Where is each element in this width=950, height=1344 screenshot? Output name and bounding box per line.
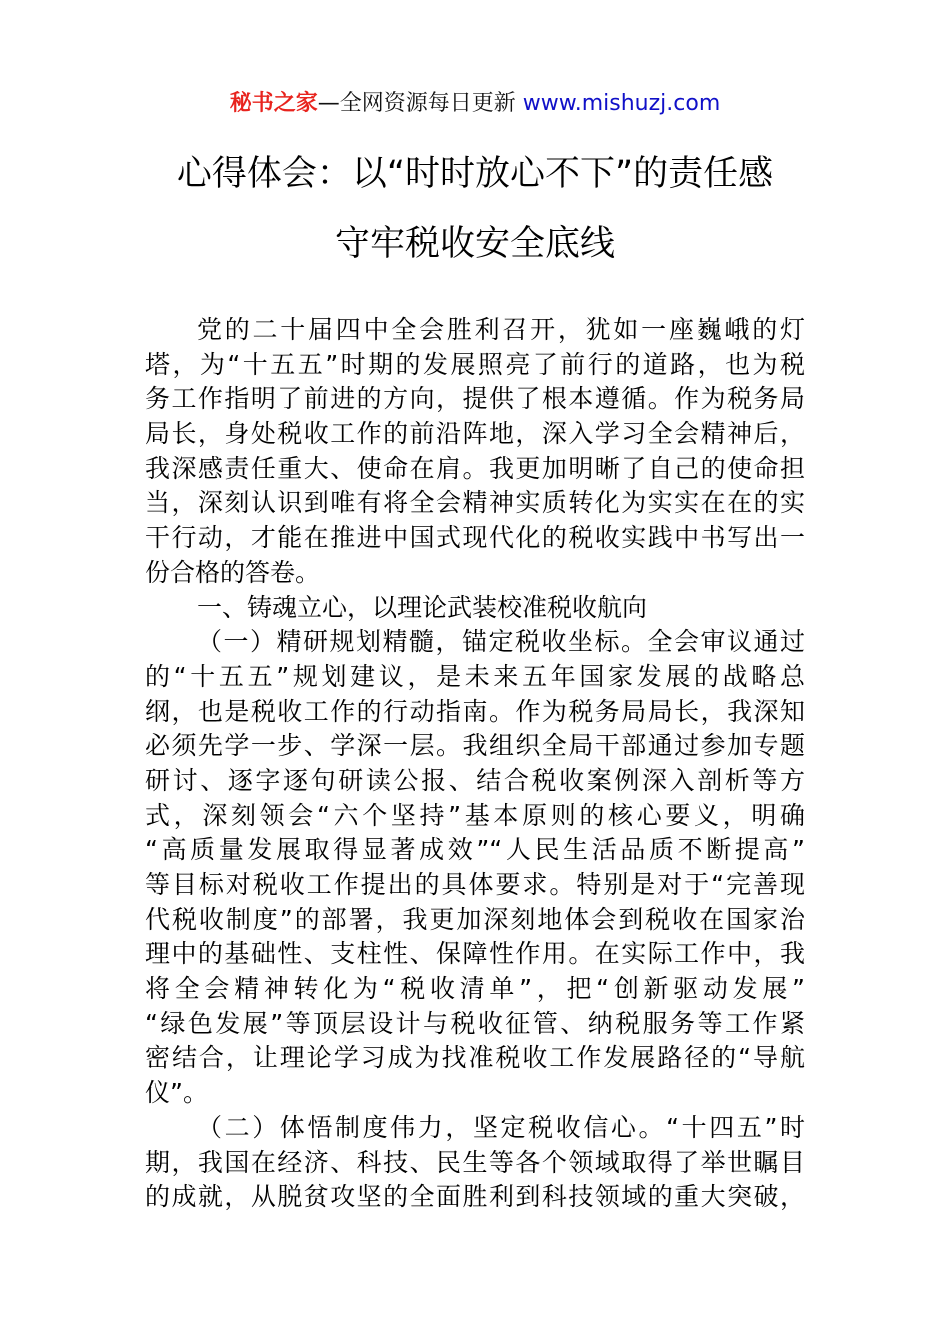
site-header	[0, 88, 950, 120]
body-line: 研讨、逐字逐句研读公报、结合税收案例深入剖析等方	[145, 765, 805, 795]
body-line: 将全会精神转化为“税收清单”，把“创新驱动发展”	[145, 974, 805, 1004]
body-line: （一）精研规划精髓，锚定税收坐标。全会审议通过	[197, 627, 805, 657]
body-line: 理中的基础性、支柱性、保障性作用。在实际工作中，我	[145, 939, 805, 969]
body-line: 代税收制度”的部署，我更加深刻地体会到税收在国家治	[145, 904, 805, 934]
body-line: 局长，身处税收工作的前沿阵地，深入学习全会精神后，	[145, 419, 805, 449]
body-line: 必须先学一步、学深一层。我组织全局干部通过参加专题	[145, 731, 805, 761]
document-title-line-2: 守牢税收安全底线	[334, 224, 615, 264]
body-line: 份合格的答卷。	[145, 557, 321, 587]
body-line: 干行动，才能在推进中国式现代化的税收实践中书写出一	[145, 523, 805, 553]
site-slogan: —全网资源每日更新	[317, 91, 516, 116]
body-line: 仪”。	[145, 1078, 208, 1108]
site-brand: 秘书之家	[229, 91, 318, 116]
body-line: 密结合，让理论学习成为找准税收工作发展路径的“导航	[145, 1043, 805, 1073]
body-line: 塔，为“十五五”时期的发展照亮了前行的道路，也为税	[145, 349, 805, 379]
document-title-line-1: 心得体会：以“时时放心不下”的责任感	[176, 154, 774, 194]
body-line: 当，深刻认识到唯有将全会精神实质转化为实实在在的实	[145, 488, 805, 518]
body-line: 的“十五五”规划建议，是未来五年国家发展的战略总	[145, 661, 805, 691]
body-line: 务工作指明了前进的方向，提供了根本遵循。作为税务局	[145, 384, 805, 414]
document-body	[145, 313, 805, 1215]
body-line: 党的二十届四中全会胜利召开，犹如一座巍峨的灯	[197, 315, 805, 344]
body-line: 期，我国在经济、科技、民生等各个领域取得了举世瞩目	[145, 1147, 805, 1177]
body-line: “高质量发展取得显著成效”“人民生活品质不断提高”	[145, 835, 805, 865]
body-line: （二）体悟制度伟力，坚定税收信心。“十四五”时	[197, 1112, 805, 1142]
body-line: 等目标对税收工作提出的具体要求。特别是对于“完善现	[145, 870, 805, 899]
body-line: 我深感责任重大、使命在肩。我更加明晰了自己的使命担	[145, 453, 805, 483]
body-line: 式，深刻领会“六个坚持”基本原则的核心要义，明确	[145, 800, 805, 830]
body-line: 纲，也是税收工作的行动指南。作为税务局局长，我深知	[145, 696, 805, 726]
body-line: “绿色发展”等顶层设计与税收征管、纳税服务等工作紧	[145, 1008, 805, 1038]
site-url-link[interactable]: www.mishuzj.com	[522, 91, 721, 116]
body-line: 的成就，从脱贫攻坚的全面胜利到科技领域的重大突破，	[145, 1182, 805, 1212]
section-heading: 一、铸魂立心，以理论武装校准税收航向	[197, 592, 648, 622]
